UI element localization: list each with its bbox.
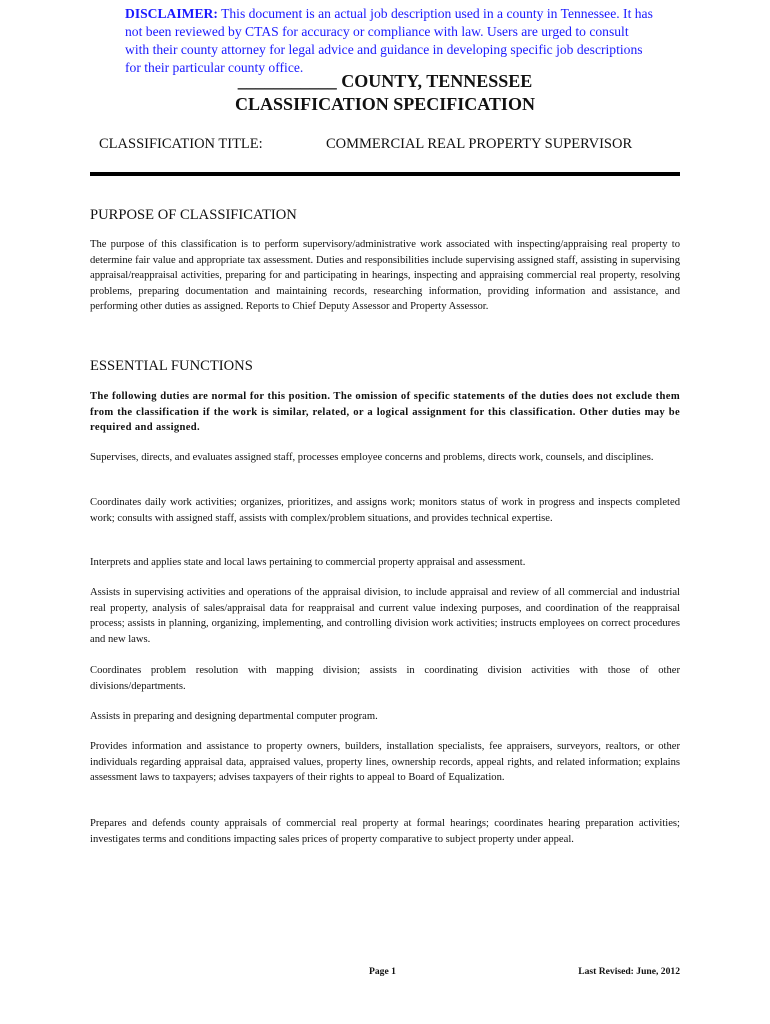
duty-item: Coordinates daily work activities; organizes, prioritizes, and assigns work; monitors status of work in progress and inspects completed work; consults with assigned staff, assists with complex/problem situations, and provides technical expertise. (90, 497, 680, 524)
duty-item: Assists in preparing and designing departmental computer program. (90, 711, 378, 722)
classification-title-value: COMMERCIAL REAL PROPERTY SUPERVISOR (326, 136, 633, 152)
disclaimer-label: DISCLAIMER: (125, 6, 218, 21)
purpose-text: The purpose of this classification is to perform supervisory/administrative work associated with inspecting/appraising real property to determine fair value and appropriate tax assessment. Duties and responsibilities include supervising assigned staff, assisting in supervising appraisal/reappraisal activities, preparing for and participating in hearings, inspecting and appraising commercial real property, resolving problems, preparing documentation and maintaining records, researching information, providing information and assistance, and performing other duties as assigned. Reports to Chief Deputy Assessor and Property Assessor. (90, 239, 680, 312)
duty-item: Supervises, directs, and evaluates assigned staff, processes employee concerns and problems, directs work, counsels, and disciplines. (90, 452, 654, 463)
classification-title-label: CLASSIFICATION TITLE: (99, 136, 263, 152)
duty-item: Provides information and assistance to property owners, builders, installation specialists, fee appraisers, surveyors, realtors, or other individuals regarding appraisal data, appraised values, property lines, ownership records, appeal rights, and related information; explains assessment laws to taxpayers; advises taxpayers of their rights to appeal to Board of Equalization. (90, 741, 680, 783)
page-number: Page 1 (369, 966, 396, 977)
divider (90, 172, 680, 176)
purpose-heading: PURPOSE OF CLASSIFICATION (90, 207, 297, 223)
duty-item: Assists in supervising activities and operations of the appraisal division, to include appraisal and review of all commercial and industrial real property, analysis of sales/appraisal data for reappraisal and current value indexing purposes, and coordination of the reappraisal process; assists in planning, organizing, implementing, and controlling division work activities; instructs employees on correct procedures and new laws. (90, 587, 680, 645)
disclaimer-text: This document is an actual job description used in a county in Tennessee. It has not been reviewed by CTAS for accuracy or compliance with law. Users are urged to consult with their county attorney for legal advice and guidance in developing specific job descriptions for their particular county office. (125, 6, 653, 75)
document-title: CLASSIFICATION SPECIFICATION (235, 94, 535, 114)
duty-item: Interprets and applies state and local laws pertaining to commercial property appraisal and assessment. (90, 557, 526, 568)
duty-item: Prepares and defends county appraisals of commercial real property at formal hearings; coordinates hearing preparation activities; investigates terms and conditions impacting sales prices of property comparative to subject property under appeal. (90, 818, 680, 845)
essential-intro: The following duties are normal for this position. The omission of specific statements of the duties does not exclude them from the classification if the work is similar, related, or a logical assignment for this classification. Other duties may be required and assigned. (90, 391, 680, 433)
disclaimer (125, 5, 655, 77)
last-revised: Last Revised: June, 2012 (578, 966, 680, 977)
county-heading: ___________ COUNTY, TENNESSEE (237, 71, 533, 91)
duty-item: Coordinates problem resolution with mapping division; assists in coordinating division activities with those of other divisions/departments. (90, 665, 680, 692)
essential-functions-heading: ESSENTIAL FUNCTIONS (90, 358, 253, 374)
